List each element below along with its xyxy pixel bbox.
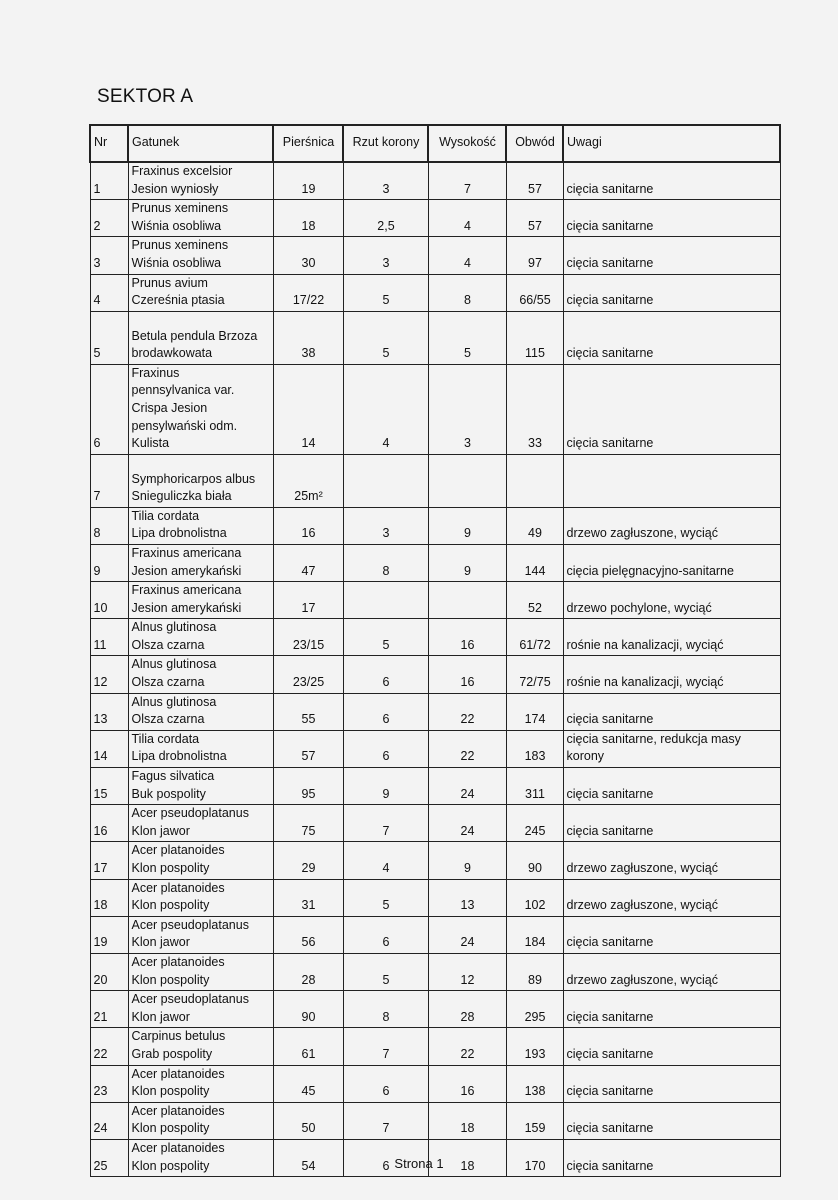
table-row <box>90 237 780 274</box>
table-row <box>90 1065 780 1102</box>
cell-height: 18 <box>428 1102 506 1139</box>
cell-species: Tilia cordata Lipa drobnolistna <box>128 730 273 767</box>
cell-height <box>428 582 506 619</box>
cell-species: Symphoricarpos albus Snieguliczka biała <box>128 454 273 507</box>
page-footer: Strona 1 <box>394 1156 444 1171</box>
cell-nr: 9 <box>90 544 128 581</box>
cell-dbh: 19 <box>273 162 343 200</box>
cell-dbh: 16 <box>273 507 343 544</box>
table-row <box>90 544 780 581</box>
table-row <box>90 991 780 1028</box>
cell-species: Prunus xeminens Wiśnia osobliwa <box>128 237 273 274</box>
cell-circumference: 61/72 <box>506 619 563 656</box>
table-row <box>90 364 780 454</box>
cell-notes: drzewo zagłuszone, wyciąć <box>563 879 780 916</box>
cell-crown: 6 <box>343 1139 428 1176</box>
cell-species: Acer platanoides Klon pospolity <box>128 879 273 916</box>
cell-circumference: 52 <box>506 582 563 619</box>
cell-dbh: 90 <box>273 991 343 1028</box>
cell-height: 16 <box>428 1065 506 1102</box>
cell-nr: 10 <box>90 582 128 619</box>
cell-circumference: 170 <box>506 1139 563 1176</box>
cell-nr: 18 <box>90 879 128 916</box>
page-title: SEKTOR A <box>97 86 194 107</box>
table-row <box>90 768 780 805</box>
cell-crown: 2,5 <box>343 200 428 237</box>
cell-crown: 5 <box>343 619 428 656</box>
cell-height: 28 <box>428 991 506 1028</box>
cell-crown: 7 <box>343 805 428 842</box>
cell-height: 4 <box>428 237 506 274</box>
cell-dbh: 38 <box>273 311 343 364</box>
tree-inventory-table <box>89 124 781 1177</box>
cell-crown: 6 <box>343 730 428 767</box>
cell-dbh: 50 <box>273 1102 343 1139</box>
cell-height: 22 <box>428 730 506 767</box>
cell-dbh: 56 <box>273 916 343 953</box>
cell-circumference: 138 <box>506 1065 563 1102</box>
cell-circumference: 97 <box>506 237 563 274</box>
cell-dbh: 45 <box>273 1065 343 1102</box>
cell-nr: 16 <box>90 805 128 842</box>
cell-nr: 2 <box>90 200 128 237</box>
cell-height: 8 <box>428 274 506 311</box>
header-height: Wysokość <box>428 125 506 162</box>
cell-crown: 6 <box>343 656 428 693</box>
table-body <box>90 162 780 1177</box>
cell-crown: 4 <box>343 842 428 879</box>
cell-nr: 8 <box>90 507 128 544</box>
cell-notes: rośnie na kanalizacji, wyciąć <box>563 619 780 656</box>
table-row <box>90 507 780 544</box>
cell-height: 9 <box>428 544 506 581</box>
cell-circumference: 49 <box>506 507 563 544</box>
cell-nr: 25 <box>90 1139 128 1176</box>
cell-nr: 19 <box>90 916 128 953</box>
cell-nr: 7 <box>90 454 128 507</box>
cell-species: Acer platanoides Klon pospolity <box>128 842 273 879</box>
cell-notes: cięcia sanitarne <box>563 768 780 805</box>
cell-notes: cięcia sanitarne <box>563 693 780 730</box>
cell-nr: 22 <box>90 1028 128 1065</box>
cell-dbh: 23/15 <box>273 619 343 656</box>
cell-notes: cięcia sanitarne <box>563 1028 780 1065</box>
cell-crown: 7 <box>343 1028 428 1065</box>
cell-crown: 5 <box>343 274 428 311</box>
cell-crown: 8 <box>343 991 428 1028</box>
cell-circumference: 184 <box>506 916 563 953</box>
cell-species: Prunus xeminens Wiśnia osobliwa <box>128 200 273 237</box>
cell-height: 5 <box>428 311 506 364</box>
cell-nr: 21 <box>90 991 128 1028</box>
cell-nr: 15 <box>90 768 128 805</box>
cell-dbh: 95 <box>273 768 343 805</box>
cell-crown: 4 <box>343 364 428 454</box>
table-row <box>90 200 780 237</box>
cell-height: 3 <box>428 364 506 454</box>
cell-nr: 13 <box>90 693 128 730</box>
cell-dbh: 23/25 <box>273 656 343 693</box>
cell-circumference: 311 <box>506 768 563 805</box>
cell-circumference: 57 <box>506 200 563 237</box>
cell-notes: cięcia sanitarne <box>563 991 780 1028</box>
cell-height: 4 <box>428 200 506 237</box>
table-row <box>90 730 780 767</box>
table-row <box>90 274 780 311</box>
cell-nr: 12 <box>90 656 128 693</box>
cell-dbh: 28 <box>273 953 343 990</box>
cell-circumference: 66/55 <box>506 274 563 311</box>
cell-notes: cięcia sanitarne <box>563 1139 780 1176</box>
cell-species: Alnus glutinosa Olsza czarna <box>128 619 273 656</box>
cell-height <box>428 454 506 507</box>
cell-circumference: 183 <box>506 730 563 767</box>
cell-circumference: 144 <box>506 544 563 581</box>
cell-height: 7 <box>428 162 506 200</box>
table-row <box>90 454 780 507</box>
cell-dbh: 25m² <box>273 454 343 507</box>
cell-notes: rośnie na kanalizacji, wyciąć <box>563 656 780 693</box>
cell-notes: cięcia sanitarne <box>563 916 780 953</box>
cell-notes: drzewo zagłuszone, wyciąć <box>563 507 780 544</box>
cell-crown: 8 <box>343 544 428 581</box>
cell-height: 9 <box>428 507 506 544</box>
cell-dbh: 18 <box>273 200 343 237</box>
cell-species: Prunus avium Czereśnia ptasia <box>128 274 273 311</box>
cell-height: 22 <box>428 693 506 730</box>
cell-crown: 6 <box>343 693 428 730</box>
cell-crown: 5 <box>343 311 428 364</box>
table-header-row <box>90 125 780 162</box>
cell-circumference: 33 <box>506 364 563 454</box>
table-row <box>90 879 780 916</box>
cell-dbh: 30 <box>273 237 343 274</box>
cell-nr: 17 <box>90 842 128 879</box>
cell-notes: cięcia sanitarne, redukcja masy korony <box>563 730 780 767</box>
cell-species: Acer platanoides Klon pospolity <box>128 953 273 990</box>
cell-notes: cięcia sanitarne <box>563 1065 780 1102</box>
cell-notes: cięcia sanitarne <box>563 237 780 274</box>
cell-species: Fraxinus excelsior Jesion wyniosły <box>128 162 273 200</box>
header-crown: Rzut korony <box>343 125 428 162</box>
table-row <box>90 953 780 990</box>
cell-height: 9 <box>428 842 506 879</box>
cell-species: Fraxinus americana Jesion amerykański <box>128 544 273 581</box>
cell-dbh: 17/22 <box>273 274 343 311</box>
cell-circumference: 102 <box>506 879 563 916</box>
cell-species: Acer pseudoplatanus Klon jawor <box>128 991 273 1028</box>
cell-crown: 3 <box>343 237 428 274</box>
table-row <box>90 1028 780 1065</box>
cell-notes: drzewo zagłuszone, wyciąć <box>563 953 780 990</box>
cell-species: Acer pseudoplatanus Klon jawor <box>128 916 273 953</box>
cell-crown: 5 <box>343 879 428 916</box>
cell-notes: cięcia sanitarne <box>563 274 780 311</box>
cell-crown: 6 <box>343 916 428 953</box>
header-circumference: Obwód <box>506 125 563 162</box>
cell-species: Tilia cordata Lipa drobnolistna <box>128 507 273 544</box>
cell-circumference: 159 <box>506 1102 563 1139</box>
cell-nr: 14 <box>90 730 128 767</box>
cell-height: 24 <box>428 805 506 842</box>
cell-circumference: 174 <box>506 693 563 730</box>
cell-circumference <box>506 454 563 507</box>
cell-height: 24 <box>428 916 506 953</box>
cell-height: 16 <box>428 619 506 656</box>
cell-species: Fagus silvatica Buk pospolity <box>128 768 273 805</box>
cell-nr: 6 <box>90 364 128 454</box>
cell-nr: 1 <box>90 162 128 200</box>
table-row <box>90 693 780 730</box>
cell-circumference: 72/75 <box>506 656 563 693</box>
cell-nr: 20 <box>90 953 128 990</box>
table-row <box>90 916 780 953</box>
cell-species: Carpinus betulus Grab pospolity <box>128 1028 273 1065</box>
cell-species: Alnus glutinosa Olsza czarna <box>128 656 273 693</box>
table-row <box>90 311 780 364</box>
cell-height: 12 <box>428 953 506 990</box>
cell-circumference: 245 <box>506 805 563 842</box>
cell-dbh: 61 <box>273 1028 343 1065</box>
table-row <box>90 582 780 619</box>
cell-species: Acer platanoides Klon pospolity <box>128 1065 273 1102</box>
cell-notes: cięcia pielęgnacyjno-sanitarne <box>563 544 780 581</box>
cell-dbh: 17 <box>273 582 343 619</box>
cell-circumference: 115 <box>506 311 563 364</box>
cell-height: 24 <box>428 768 506 805</box>
cell-dbh: 29 <box>273 842 343 879</box>
cell-notes <box>563 454 780 507</box>
cell-notes: cięcia sanitarne <box>563 1102 780 1139</box>
cell-nr: 23 <box>90 1065 128 1102</box>
table-row <box>90 619 780 656</box>
cell-crown: 7 <box>343 1102 428 1139</box>
cell-notes: cięcia sanitarne <box>563 162 780 200</box>
cell-height: 18 <box>428 1139 506 1176</box>
cell-nr: 24 <box>90 1102 128 1139</box>
cell-nr: 3 <box>90 237 128 274</box>
cell-crown: 6 <box>343 1065 428 1102</box>
cell-circumference: 90 <box>506 842 563 879</box>
cell-height: 13 <box>428 879 506 916</box>
cell-crown: 3 <box>343 162 428 200</box>
cell-nr: 4 <box>90 274 128 311</box>
cell-crown: 5 <box>343 953 428 990</box>
cell-circumference: 57 <box>506 162 563 200</box>
header-notes: Uwagi <box>563 125 780 162</box>
cell-species: Acer pseudoplatanus Klon jawor <box>128 805 273 842</box>
cell-dbh: 55 <box>273 693 343 730</box>
header-dbh: Pierśnica <box>273 125 343 162</box>
cell-species: Alnus glutinosa Olsza czarna <box>128 693 273 730</box>
cell-notes: cięcia sanitarne <box>563 805 780 842</box>
table-row <box>90 842 780 879</box>
table-row <box>90 656 780 693</box>
cell-species: Fraxinus pennsylvanica var. Crispa Jesion pensylwański odm. Kulista <box>128 364 273 454</box>
cell-notes: cięcia sanitarne <box>563 311 780 364</box>
cell-circumference: 193 <box>506 1028 563 1065</box>
cell-height: 16 <box>428 656 506 693</box>
cell-dbh: 31 <box>273 879 343 916</box>
cell-notes: drzewo zagłuszone, wyciąć <box>563 842 780 879</box>
cell-dbh: 75 <box>273 805 343 842</box>
cell-height: 22 <box>428 1028 506 1065</box>
cell-dbh: 54 <box>273 1139 343 1176</box>
cell-notes: cięcia sanitarne <box>563 200 780 237</box>
table-row <box>90 162 780 200</box>
cell-crown: 3 <box>343 507 428 544</box>
cell-notes: drzewo pochylone, wyciąć <box>563 582 780 619</box>
cell-species: Acer platanoides Klon pospolity <box>128 1139 273 1176</box>
cell-crown <box>343 582 428 619</box>
header-species: Gatunek <box>128 125 273 162</box>
cell-circumference: 89 <box>506 953 563 990</box>
cell-species: Betula pendula Brzoza brodawkowata <box>128 311 273 364</box>
cell-crown: 9 <box>343 768 428 805</box>
cell-crown <box>343 454 428 507</box>
cell-nr: 5 <box>90 311 128 364</box>
table-row <box>90 1102 780 1139</box>
header-nr: Nr <box>90 125 128 162</box>
table-row <box>90 805 780 842</box>
cell-nr: 11 <box>90 619 128 656</box>
cell-dbh: 57 <box>273 730 343 767</box>
cell-dbh: 47 <box>273 544 343 581</box>
cell-species: Fraxinus americana Jesion amerykański <box>128 582 273 619</box>
cell-circumference: 295 <box>506 991 563 1028</box>
cell-dbh: 14 <box>273 364 343 454</box>
cell-species: Acer platanoides Klon pospolity <box>128 1102 273 1139</box>
cell-notes: cięcia sanitarne <box>563 364 780 454</box>
